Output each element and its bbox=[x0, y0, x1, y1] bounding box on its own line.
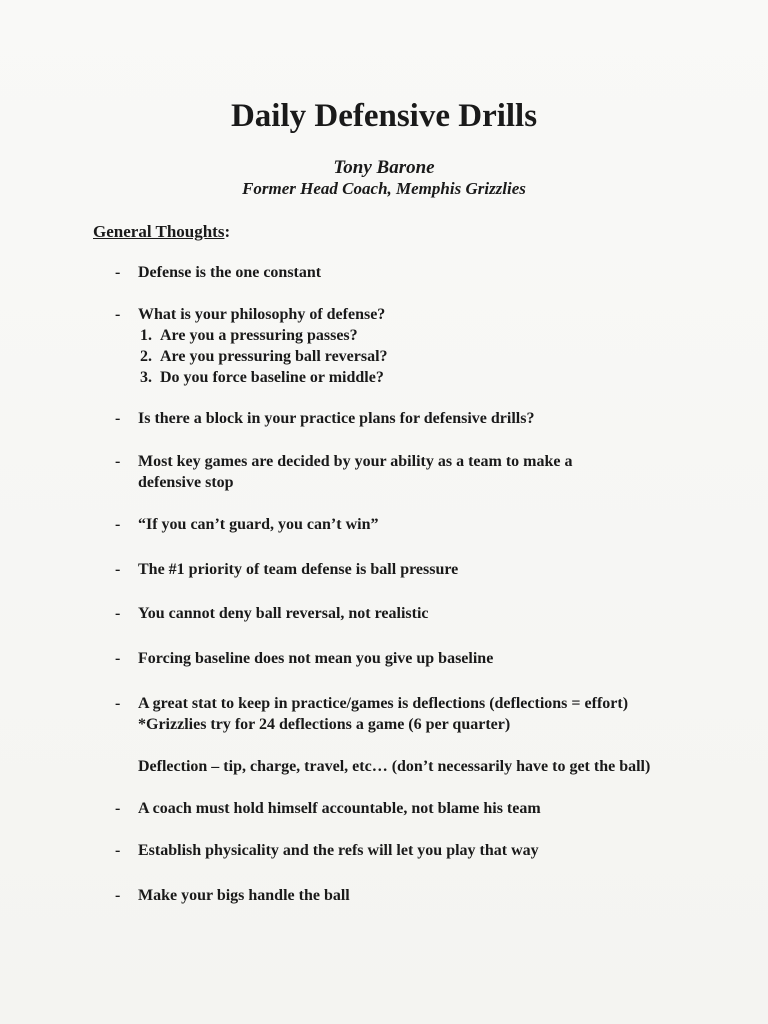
bullet-text: “If you can’t guard, you can’t win” bbox=[138, 516, 379, 533]
sublist-number: 1. bbox=[140, 327, 152, 344]
numbered-sublist bbox=[138, 325, 708, 388]
list-item bbox=[0, 840, 768, 861]
sublist-text: Are you a pressuring passes? bbox=[160, 327, 358, 344]
bullet-text: The #1 priority of team defense is ball pressure bbox=[138, 561, 459, 578]
section-heading-text: General Thoughts bbox=[93, 222, 225, 241]
paragraph-text: Deflection – tip, charge, travel, etc… (don’t necessarily have to get the ball) bbox=[138, 758, 651, 775]
bullet-note: *Grizzlies try for 24 deflections a game (6 per quarter) bbox=[138, 716, 511, 733]
bullet-dash: - bbox=[115, 561, 121, 578]
bullet-list bbox=[0, 262, 768, 906]
bullet-text: Forcing baseline does not mean you give up baseline bbox=[138, 650, 494, 667]
author-role: Former Head Coach, Memphis Grizzlies bbox=[242, 179, 526, 198]
bullet-dash: - bbox=[115, 842, 121, 859]
list-item bbox=[0, 693, 768, 735]
list-item bbox=[0, 885, 768, 906]
bullet-dash: - bbox=[115, 264, 121, 281]
bullet-dash: - bbox=[115, 410, 121, 427]
bullet-dash: - bbox=[115, 800, 121, 817]
bullet-text: Is there a block in your practice plans for defensive drills? bbox=[138, 410, 535, 427]
list-item bbox=[0, 648, 768, 669]
sublist-item bbox=[138, 325, 708, 346]
bullet-dash: - bbox=[115, 516, 121, 533]
bullet-dash: - bbox=[115, 453, 121, 470]
bullet-dash: - bbox=[115, 605, 121, 622]
list-item bbox=[0, 798, 768, 819]
bullet-text: Make your bigs handle the ball bbox=[138, 887, 350, 904]
document-title: Daily Defensive Drills bbox=[230, 98, 538, 134]
bullet-dash: - bbox=[115, 887, 121, 904]
bullet-text: A coach must hold himself accountable, not blame his team bbox=[138, 800, 541, 817]
bullet-dash: - bbox=[115, 695, 121, 712]
bullet-text: Most key games are decided by your ability as a team to make a defensive stop bbox=[138, 453, 573, 491]
bullet-dash: - bbox=[115, 650, 121, 667]
list-item bbox=[0, 559, 768, 580]
sublist-number: 2. bbox=[140, 348, 152, 365]
bullet-text: What is your philosophy of defense? bbox=[138, 306, 386, 323]
sublist-item bbox=[138, 367, 708, 388]
list-item bbox=[0, 262, 768, 283]
section-heading-colon: : bbox=[224, 222, 231, 241]
bullet-dash: - bbox=[115, 306, 121, 323]
list-item bbox=[0, 408, 768, 429]
list-item bbox=[0, 304, 768, 388]
bullet-text: Defense is the one constant bbox=[138, 264, 322, 281]
sublist-text: Are you pressuring ball reversal? bbox=[160, 348, 388, 365]
list-item bbox=[0, 603, 768, 624]
author-name: Tony Barone bbox=[333, 157, 435, 178]
list-item bbox=[0, 514, 768, 535]
sublist-item bbox=[138, 346, 708, 367]
bullet-text: A great stat to keep in practice/games is deflections (deflections = effort) bbox=[138, 695, 629, 712]
sublist-number: 3. bbox=[140, 369, 152, 386]
sublist-text: Do you force baseline or middle? bbox=[160, 369, 384, 386]
bullet-text: Establish physicality and the refs will let you play that way bbox=[138, 842, 539, 859]
list-item bbox=[0, 451, 768, 493]
list-paragraph bbox=[0, 756, 768, 777]
section-heading bbox=[93, 221, 230, 243]
bullet-text: You cannot deny ball reversal, not realistic bbox=[138, 605, 429, 622]
